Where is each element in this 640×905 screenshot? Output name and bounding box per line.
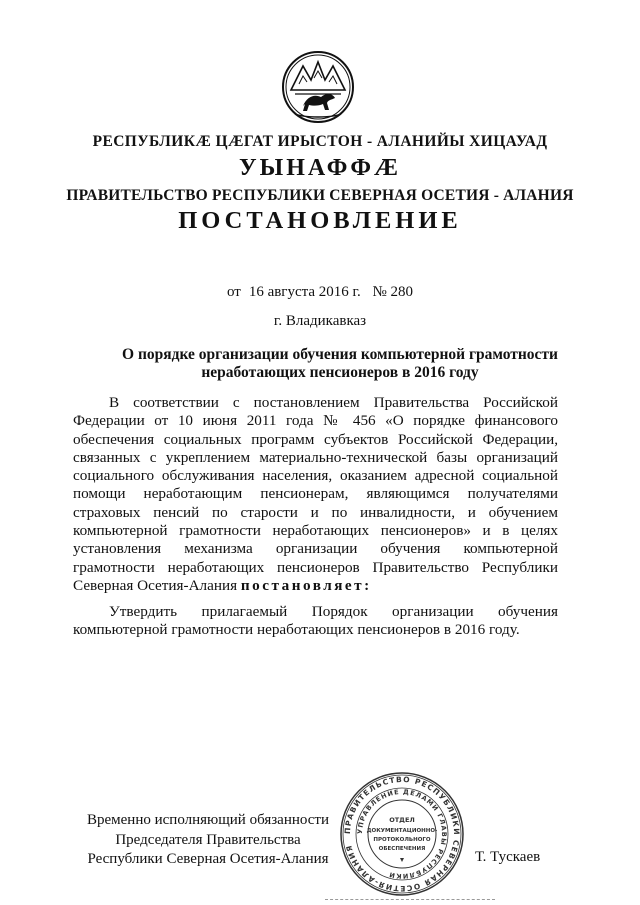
seal-inner-text: УПРАВЛЕНИЕ ДЕЛАМИ ГЛАВЫ РЕСПУБЛИКИ (355, 787, 449, 881)
resolves-word: постановляет: (240, 576, 372, 594)
seal-center-line: ОТДЕЛ (389, 816, 415, 824)
decree-date: 16 августа 2016 г. (248, 284, 361, 300)
coat-of-arms-icon (281, 50, 355, 124)
seal-center-line: ДОКУМЕНТАЦИОННО- (366, 828, 438, 834)
decree-city: г. Владикавказ (273, 313, 367, 329)
footer-dashed-line (325, 899, 495, 900)
decree-heading-russian: ПОСТАНОВЛЕНИЕ (178, 207, 462, 234)
signatory-position (77, 811, 339, 870)
seal-center-line: ПРОТОКОЛЬНОГО (373, 837, 431, 843)
signatory-position-line: Председателя Правительства (115, 831, 301, 848)
document-title-line: О порядке организации обучения компьютерной грамотности (122, 346, 558, 363)
date-prefix: от (226, 284, 241, 300)
government-name-russian: ПРАВИТЕЛЬСТВО РЕСПУБЛИКИ СЕВЕРНАЯ ОСЕТИЯ - АЛАНИЯ (66, 187, 574, 204)
seal-outer-text: ПРАВИТЕЛЬСТВО РЕСПУБЛИКИ СЕВЕРНАЯ ОСЕТИЯ-АЛАНИЯ (342, 774, 462, 894)
body-paragraph-1 (73, 394, 558, 595)
decree-number: № 280 (372, 284, 414, 300)
government-name-ossetian: РЕСПУБЛИКӔ ЦӔГАТ ИРЫСТОН - АЛАНИЙЫ ХИЦАУАД (92, 133, 548, 150)
official-seal-icon (338, 770, 466, 898)
paragraph-text: В соответствии с постановлением Правительства Российской Федерации от 10 июня 2011 года № 456 «О порядке финансового обеспечения социальных программ субъектов Российской Федерации, связанных с укреплением материально-технической базы организаций социального обслуживания населения, оказанием адресной социальной помощи неработающим пенсионерам, являющимся получателями страховых пенсий по старости и по инвалидности, и обучением компьютерной грамотности неработающих пенсионеров» и в целях установления механизма организации обучения компьютерной грамотности неработающих пенсионеров Правительство Республики Северная Осетия-Алания (73, 394, 558, 594)
decree-heading-ossetian: УЫНАФФӔ (239, 155, 401, 181)
document-title-line: неработающих пенсионеров в 2016 году (201, 364, 479, 381)
body-paragraph-2: Утвердить прилагаемый Порядок организации обучения компьютерной грамотности неработающих пенсионеров в 2016 году. (73, 603, 558, 639)
signatory-position-line: Республики Северная Осетия-Алания (87, 851, 329, 868)
document-title (60, 346, 620, 382)
seal-center-line: ОБЕСПЕЧЕНИЯ (378, 846, 426, 852)
decree-date-line (0, 284, 640, 301)
signatory-position-line: Временно исполняющий обязанности (86, 812, 329, 828)
signatory-name: Т. Тускаев (475, 849, 541, 865)
